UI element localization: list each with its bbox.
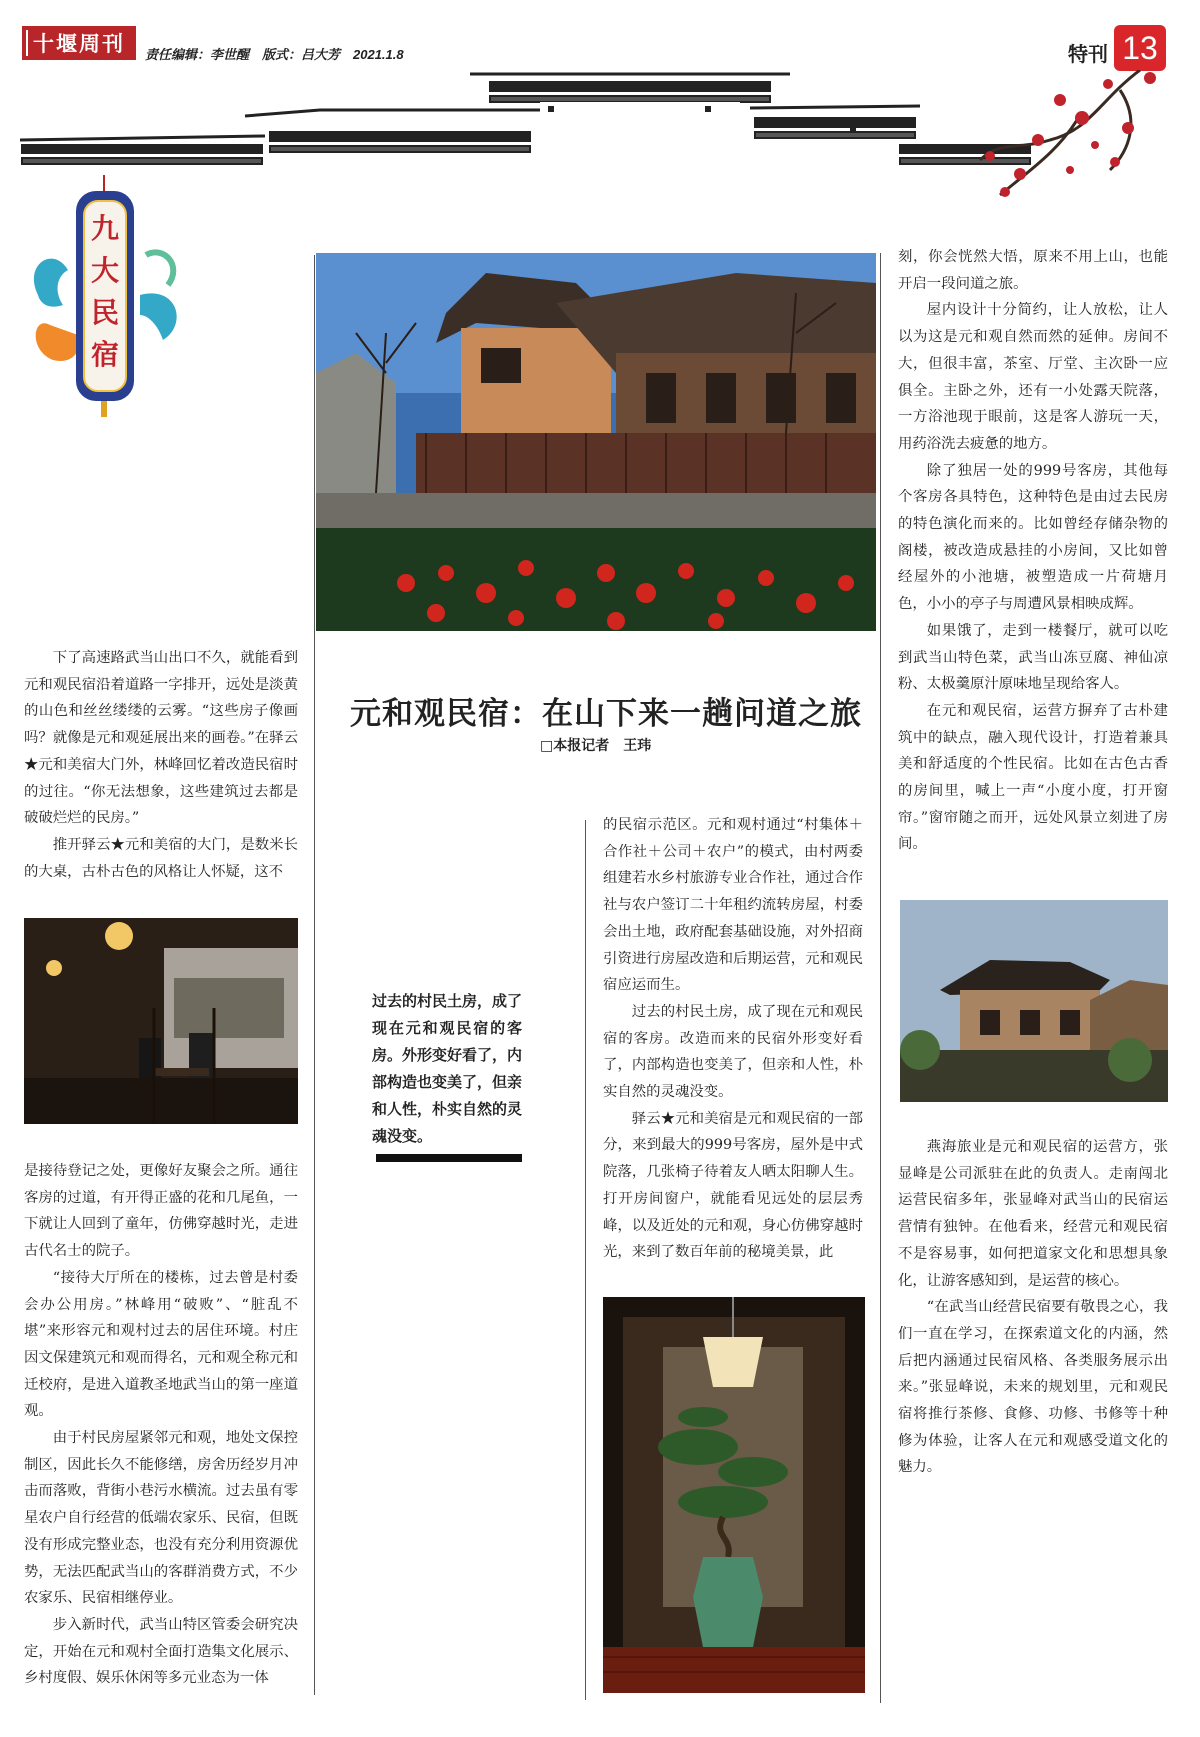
paragraph: 的民宿示范区。元和观村通过“村集体＋合作社＋公司＋农户”的模式，由村两委组建若水乡村旅游专业合作社，通过合作社与农户签订二十年租约流转房屋，村委会出土地，政府配套基础设施，对外招商引资进行房屋改造和后期运营，元和观民宿应运而生。	[603, 817, 863, 994]
plum-branch	[980, 70, 1140, 195]
article-byline: □本报记者 王玮	[540, 738, 652, 754]
paper-name: 十堰周刊	[33, 31, 125, 56]
paragraph: 燕海旅业是元和观民宿的运营方，张显峰是公司派驻在此的负责人。走南闯北运营民宿多年，张显峰对武当山的民宿运营情有独钟。在他看来，经营元和观民宿不是容易事，如何把道家文化和思想具象化，让游客感知到，是运营的核心。	[898, 1139, 1168, 1289]
photo-lobby	[24, 918, 298, 1124]
pull-quote-bar	[376, 1154, 522, 1162]
paragraph: 刻，你会恍然大悟，原来不用上山，也能开启一段问道之旅。	[898, 249, 1168, 292]
paragraph: 过去的村民土房，成了现在元和观民宿的客房。改造而来的民宿外形变好看了，内部构造也变美了，但亲和人性，朴实自然的灵魂没变。	[603, 1003, 863, 1101]
paragraph: 步入新时代，武当山特区管委会研究决定，开始在元和观村全面打造集文化展示、乡村度假、娱乐休闲等多元业态为一体	[24, 1616, 298, 1687]
paper-logo	[22, 26, 136, 60]
banner-char: 民	[90, 296, 119, 329]
col1-top-text	[24, 645, 298, 885]
paragraph: 下了高速路武当山出口不久，就能看到元和观民宿沿着道路一字排开，远处是淡黄的山色和丝丝缕缕的云雾。“这些房子像画吗？就像是元和观延展出来的画卷。”在驿云★元和美宿大门外，林峰回忆着改造民宿时的过往。“你无法想象，这些建筑过去都是破破烂烂的民房。”	[24, 650, 298, 827]
banner-text	[84, 208, 126, 376]
article-headline: 元和观民宿：在山下来一趟问道之旅	[350, 696, 862, 732]
paragraph: “接待大厅所在的楼栋，过去曾是村委会办公用房。”林峰用“破败”、“脏乱不堪”来形容元和观村过去的居住环境。村庄因文保建筑元和观而得名，元和观全称元和迁校府，是进入道教圣地武当山的第一座道观。	[24, 1269, 298, 1420]
banner-char: 宿	[90, 338, 119, 371]
editor-line: 责任编辑：李世醒 版式：吕大芳 2021.1.8	[145, 47, 404, 62]
column-rule	[585, 820, 586, 1700]
paragraph: 驿云★元和美宿是元和观民宿的一部分，来到最大的999号客房，屋外是中式院落，几张椅子待着友人晒太阳聊人生。打开房间窗户，就能看见远处的层层秀峰，以及近处的元和观，身心仿佛穿越时光，来到了数百年前的秘境美景，此	[603, 1110, 863, 1261]
section-label: 特刊	[1068, 42, 1108, 66]
banner-char: 大	[90, 254, 119, 287]
paragraph: “在武当山经营民宿要有敬畏之心，我们一直在学习，在探索道文化的内涵，然后把内涵通过民宿风格、各类服务展示出来。”张显峰说，未来的规划里，元和观民宿将推行茶修、食修、功修、书修等十种修为体验，让客人在元和观感受道文化的魅力。	[898, 1299, 1168, 1476]
photo-exterior-garden	[316, 253, 876, 631]
photo-building-exterior	[900, 900, 1168, 1102]
paragraph: 屋内设计十分简约，让人放松，让人以为这是元和观自然而然的延伸。房间不大，但很丰富，茶室、厅堂、主次卧一应俱全。主卧之外，还有一小处露天院落，一方浴池现于眼前，这是客人游玩一天，用药浴洗去疲惫的地方。	[898, 302, 1168, 452]
column-rule	[880, 253, 881, 1703]
paragraph: 在元和观民宿，运营方摒弃了古朴建筑中的缺点，融入现代设计，打造着兼具美和舒适度的个性民宿。比如在古色古香的房间里，喊上一声“小度小度，打开窗帘。”窗帘随之而开，远处风景立刻进了房间。	[898, 702, 1168, 853]
col1-bottom-text	[24, 1158, 298, 1692]
page-number: 13	[1122, 29, 1158, 66]
col2-text	[603, 812, 863, 1266]
paragraph: 是接待登记之处，更像好友聚会之所。通往客房的过道，有开得正盛的花和几尾鱼，一下就让人回到了童年，仿佛穿越时光，走进古代名士的院子。	[24, 1163, 298, 1260]
pull-quote: 过去的村民土房，成了现在元和观民宿的客房。外形变好看了，内部构造也变美了，但亲和人性，朴实自然的灵魂没变。	[372, 992, 523, 1145]
paragraph: 除了独居一处的999号客房，其他每个客房各具特色，这种特色是由过去民房的特色演化而来的。比如曾经存储杂物的阁楼，被改造成悬挂的小房间，又比如曾经屋外的小池塘，被塑造成一片荷塘月色，小小的亭子与周遭风景相映成辉。	[898, 462, 1168, 613]
col3-bottom-text	[898, 1134, 1168, 1481]
photo-bonsai-hall	[603, 1297, 865, 1693]
col3-top-text	[898, 244, 1168, 858]
paragraph: 如果饿了，走到一楼餐厅，就可以吃到武当山特色菜，武当山冻豆腐、神仙凉粉、太极羹原汁原味地呈现给客人。	[898, 622, 1168, 693]
column-rule	[314, 255, 315, 1695]
banner-char: 九	[90, 212, 119, 245]
paragraph: 由于村民房屋紧邻元和观，地处文保控制区，因此长久不能修缮，房舍历经岁月冲击而落败，背街小巷污水横流。过去虽有零星农户自行经营的低端农家乐、民宿，但既没有形成完整业态，也没有充分利用资源优势，无法匹配武当山的客群消费方式，不少农家乐、民宿相继停业。	[24, 1430, 298, 1607]
paragraph: 推开驿云★元和美宿的大门，是数米长的大桌，古朴古色的风格让人怀疑，这不	[24, 836, 298, 880]
page-number-badge	[1114, 25, 1166, 71]
rooftop-illustration	[20, 70, 1180, 210]
